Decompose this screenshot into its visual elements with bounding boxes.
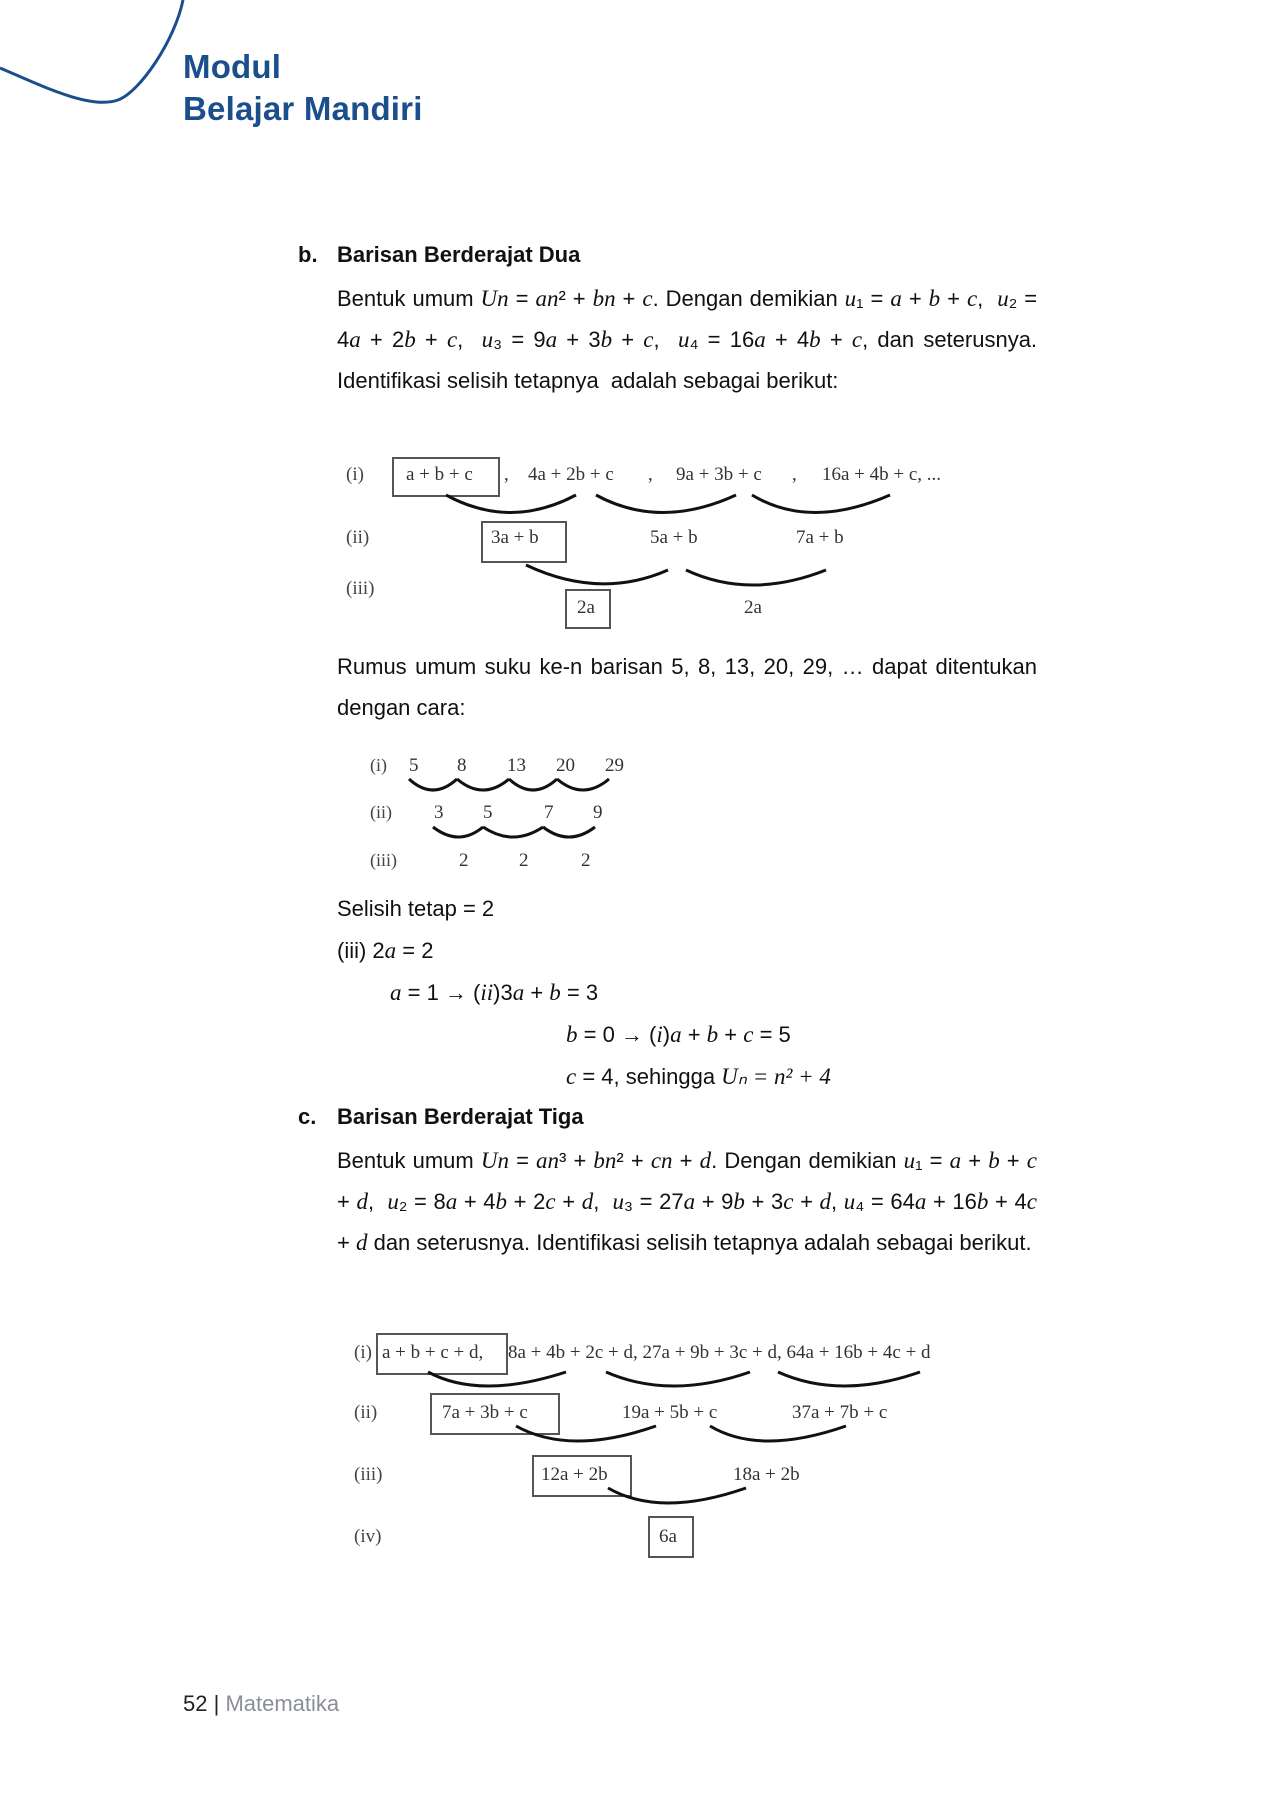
example-difference-arcs (405, 775, 635, 845)
diagram-term: , (504, 464, 509, 485)
example-term: 2 (459, 850, 469, 871)
constant-difference-text: Selisih tetap = 2 (337, 896, 495, 921)
section-b-title: Barisan Berderajat Dua (337, 242, 581, 267)
example-intro: Rumus umum suku ke-n barisan 5, 8, 13, 20, 29, … dapat ditentukan dengan cara: (337, 654, 1037, 720)
page-number: 52 (183, 1691, 208, 1716)
step-1: (iii) 2a = 2 (337, 938, 434, 963)
step-2: a = 1 → (ii)3a + b = 3 (390, 980, 599, 1005)
diagram-term: 2a (577, 597, 595, 618)
diagram-term: 5a + b (650, 527, 698, 548)
diagram-term: 6a (659, 1526, 677, 1547)
example-term: 7 (544, 802, 554, 823)
header-decorative-curve (0, 0, 200, 120)
diagram-label: (ii) (346, 527, 370, 548)
step-4: c = 4, sehingga Uₙ = n² + 4 (566, 1064, 831, 1089)
section-b-marker: b. (298, 242, 318, 267)
diagram-label: (iv) (354, 1526, 382, 1547)
diagram-label: (i) (370, 755, 387, 775)
diagram-term: 16a + 4b + c, ... (822, 464, 942, 485)
subject-name: Matematika (225, 1691, 340, 1716)
diagram-term: 18a + 2b (733, 1464, 800, 1485)
diagram-term: 12a + 2b (541, 1464, 608, 1485)
example-term: 2 (581, 850, 591, 871)
header-title-line2: Belajar Mandiri (183, 90, 423, 127)
diagram-term: 8a + 4b + 2c + d, 27a + 9b + 3c + d, 64a + 16b + 4c + d (508, 1342, 931, 1363)
example-term: 2 (519, 850, 529, 871)
example-term: 9 (593, 802, 603, 823)
diagram-term: 2a (744, 597, 762, 618)
example-term: 20 (556, 755, 575, 776)
example-term: 8 (457, 755, 467, 776)
diagram-term: a + b + c (406, 464, 473, 485)
example-term: 5 (483, 802, 493, 823)
diagram-term: 7a + 3b + c (442, 1402, 528, 1423)
diagram-term: , (648, 464, 653, 485)
cubic-difference-arcs (420, 1368, 940, 1538)
diagram-term: 19a + 5b + c (622, 1402, 718, 1423)
diagram-term: 37a + 7b + c (792, 1402, 888, 1423)
diagram-term: 7a + b (796, 527, 844, 548)
diagram-label: (i) (354, 1342, 372, 1363)
header-title-line1: Modul (183, 48, 282, 85)
diagram-term: a + b + c + d, (382, 1342, 484, 1363)
section-b-general-form: Bentuk umum Un = an² + bn + c. Dengan demikian u₁ = a + b + c, u₂ = 4a + 2b + c, u₃ = 9a + 3b + c, u₄ = 16a + 4b + c, dan seterusnya. Identifikasi selisih tetapnya adalah sebagai berikut: (337, 286, 1038, 393)
page-footer: 52 | Matematika (183, 1691, 340, 1716)
diagram-label: (i) (346, 464, 364, 485)
diagram-term: , (792, 464, 797, 485)
example-term: 3 (434, 802, 444, 823)
example-term: 29 (605, 755, 624, 776)
step-3: b = 0 → (i)a + b + c = 5 (566, 1022, 791, 1047)
diagram-label: (iii) (346, 578, 375, 599)
section-c-general-form: Bentuk umum Un = an³ + bn² + cn + d. Dengan demikian u₁ = a + b + c + d, u₂ = 8a + 4b + 2c + d, u₃ = 27a + 9b + 3c + d, u₄ = 64a + 16b + 4c + d dan seterusnya. Identifikasi selisih tetapnya adalah sebagai berikut. (337, 1148, 1037, 1255)
diagram-label: (iii) (354, 1464, 383, 1485)
difference-arcs (430, 490, 900, 600)
diagram-term: 9a + 3b + c (676, 464, 762, 485)
diagram-term: 3a + b (491, 527, 539, 548)
diagram-term: 4a + 2b + c (528, 464, 614, 485)
diagram-label: (ii) (354, 1402, 378, 1423)
diagram-label: (iii) (370, 850, 397, 870)
section-c-title: Barisan Berderajat Tiga (337, 1104, 584, 1129)
diagram-label: (ii) (370, 802, 392, 822)
example-term: 13 (507, 755, 526, 776)
section-c-marker: c. (298, 1104, 317, 1129)
example-term: 5 (409, 755, 419, 776)
